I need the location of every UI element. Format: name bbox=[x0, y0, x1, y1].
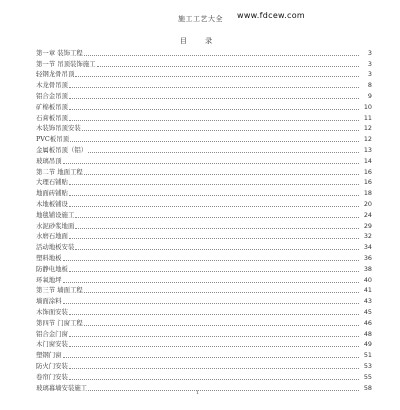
toc-entry-title: 塑钢门窗 bbox=[36, 351, 62, 360]
toc-entry-page: 46 bbox=[363, 318, 372, 327]
toc-entry-title: 木饰面安装 bbox=[36, 307, 68, 316]
toc-entry-title: 金属板吊顶（铝） bbox=[36, 145, 88, 154]
toc-entry[interactable] bbox=[36, 294, 372, 305]
toc-entry-page: 8 bbox=[367, 81, 372, 90]
toc-leader-dots bbox=[63, 303, 359, 304]
toc-leader-dots bbox=[82, 130, 359, 131]
toc-entry-page: 3 bbox=[367, 70, 372, 79]
toc-entry-page: 49 bbox=[363, 340, 372, 349]
toc-entry-page: 43 bbox=[363, 297, 372, 306]
page-number: 1 bbox=[196, 390, 200, 396]
toc-leader-dots bbox=[69, 379, 359, 380]
toc-entry-page: 36 bbox=[363, 253, 372, 262]
toc-entry-title: 活动地板安装 bbox=[36, 243, 75, 252]
toc-entry-page: 16 bbox=[363, 178, 372, 187]
toc-entry[interactable] bbox=[36, 143, 372, 154]
toc-entry[interactable] bbox=[36, 122, 372, 133]
toc-entry-title: 卷帘门安装 bbox=[36, 372, 68, 381]
toc-entry-title: 墙面涂料 bbox=[36, 297, 62, 306]
toc-entry-page: 16 bbox=[363, 167, 372, 176]
toc-leader-dots bbox=[75, 217, 359, 218]
toc-entry-page: 53 bbox=[363, 361, 372, 370]
toc-entry-title: 第一节 吊顶装饰施工 bbox=[36, 59, 96, 68]
toc-leader-dots bbox=[69, 206, 359, 207]
toc-entry[interactable] bbox=[36, 57, 372, 68]
toc-entry-title: 防静电地板 bbox=[36, 264, 68, 273]
toc-leader-dots bbox=[63, 260, 359, 261]
toc-entry[interactable] bbox=[36, 132, 372, 143]
toc-entry-title: 木装饰吊顶安装 bbox=[36, 124, 81, 133]
toc-entry[interactable] bbox=[36, 251, 372, 262]
toc-entry-title: 第一章 装饰工程 bbox=[36, 48, 83, 57]
toc-entry[interactable] bbox=[36, 327, 372, 338]
toc-leader-dots bbox=[69, 314, 359, 315]
toc-entry-title: 玻璃幕墙安装施工 bbox=[36, 383, 88, 392]
toc-entry-page: 20 bbox=[363, 199, 372, 208]
toc-leader-dots bbox=[63, 282, 359, 283]
toc-entry[interactable] bbox=[36, 262, 372, 273]
toc-leader-dots bbox=[69, 271, 359, 272]
toc-leader-dots bbox=[88, 152, 359, 153]
toc-entry[interactable] bbox=[36, 100, 372, 111]
toc-entry-page: 55 bbox=[363, 372, 372, 381]
toc-entry[interactable] bbox=[36, 273, 372, 284]
toc-entry[interactable] bbox=[36, 359, 372, 370]
toc-entry-title: 第四节 门窗工程 bbox=[36, 318, 83, 327]
document-title: 施工工艺大全 bbox=[178, 15, 223, 23]
toc-entry-title: 矿棉板吊顶 bbox=[36, 102, 68, 111]
toc-entry[interactable] bbox=[36, 381, 372, 392]
toc-leader-dots bbox=[84, 325, 359, 326]
toc-leader-dots bbox=[70, 141, 359, 142]
toc-entry-title: 大理石铺贴 bbox=[36, 178, 68, 187]
toc-entry-page: 38 bbox=[363, 264, 372, 273]
toc-entry[interactable] bbox=[36, 219, 372, 230]
toc-leader-dots bbox=[88, 390, 359, 391]
toc-entry-title: 水磨石地面 bbox=[36, 232, 68, 241]
toc-leader-dots bbox=[69, 238, 359, 239]
toc-entry[interactable] bbox=[36, 111, 372, 122]
toc-entry-page: 11 bbox=[363, 113, 372, 122]
toc-entry-title: 铝合金门窗 bbox=[36, 329, 68, 338]
toc-leader-dots bbox=[69, 346, 359, 347]
toc-entry[interactable] bbox=[36, 305, 372, 316]
toc-entry-title: 第三节 墙面工程 bbox=[36, 286, 83, 295]
table-of-contents bbox=[36, 46, 372, 392]
toc-leader-dots bbox=[75, 228, 359, 229]
toc-entry[interactable] bbox=[36, 338, 372, 349]
toc-entry-page: 24 bbox=[363, 210, 372, 219]
toc-entry[interactable] bbox=[36, 197, 372, 208]
toc-entry[interactable] bbox=[36, 154, 372, 165]
toc-leader-dots bbox=[69, 195, 359, 196]
toc-entry-title: 木门窗安装 bbox=[36, 340, 68, 349]
toc-leader-dots bbox=[69, 98, 359, 99]
toc-entry[interactable] bbox=[36, 165, 372, 176]
website-url: www.fdcew.com bbox=[237, 11, 305, 20]
toc-heading: 目 录 bbox=[179, 37, 221, 45]
toc-leader-dots bbox=[69, 109, 359, 110]
toc-entry-page: 14 bbox=[363, 156, 372, 165]
toc-entry-page: 12 bbox=[363, 124, 372, 133]
toc-entry-title: 塑料地板 bbox=[36, 253, 62, 262]
toc-entry-page: 3 bbox=[367, 59, 372, 68]
toc-entry-title: 铝合金吊顶 bbox=[36, 91, 68, 100]
toc-leader-dots bbox=[63, 163, 359, 164]
toc-entry[interactable] bbox=[36, 284, 372, 295]
toc-leader-dots bbox=[69, 87, 359, 88]
toc-entry-page: 51 bbox=[363, 351, 372, 360]
toc-entry-title: 防火门安装 bbox=[36, 361, 68, 370]
toc-entry-page: 10 bbox=[363, 102, 372, 111]
toc-entry[interactable] bbox=[36, 176, 372, 187]
toc-entry-title: 环氧地坪 bbox=[36, 275, 62, 284]
toc-leader-dots bbox=[84, 55, 359, 56]
toc-entry-page: 41 bbox=[363, 286, 372, 295]
toc-entry-page: 45 bbox=[363, 307, 372, 316]
toc-entry-title: PVC板吊顶 bbox=[36, 135, 69, 144]
toc-leader-dots bbox=[69, 336, 359, 337]
toc-leader-dots bbox=[75, 76, 359, 77]
toc-entry-title: 地毯铺设施工 bbox=[36, 210, 75, 219]
toc-entry[interactable] bbox=[36, 208, 372, 219]
toc-entry-title: 轻钢龙骨吊顶 bbox=[36, 70, 75, 79]
toc-entry[interactable] bbox=[36, 68, 372, 79]
toc-leader-dots bbox=[63, 357, 359, 358]
toc-entry[interactable] bbox=[36, 348, 372, 359]
toc-entry[interactable] bbox=[36, 316, 372, 327]
toc-entry-page: 12 bbox=[363, 135, 372, 144]
toc-entry[interactable] bbox=[36, 78, 372, 89]
toc-leader-dots bbox=[75, 249, 359, 250]
toc-leader-dots bbox=[97, 66, 359, 67]
toc-leader-dots bbox=[69, 184, 359, 185]
toc-entry[interactable] bbox=[36, 240, 372, 251]
toc-entry-page: 58 bbox=[363, 383, 372, 392]
toc-entry-title: 木龙骨吊顶 bbox=[36, 81, 68, 90]
toc-entry-page: 18 bbox=[363, 189, 372, 198]
toc-entry-title: 第二节 地面工程 bbox=[36, 167, 83, 176]
toc-entry-title: 水泥砂浆地面 bbox=[36, 221, 75, 230]
toc-entry[interactable] bbox=[36, 230, 372, 241]
toc-entry-title: 玻璃吊顶 bbox=[36, 156, 62, 165]
toc-entry[interactable] bbox=[36, 89, 372, 100]
toc-entry-title: 木地板铺设 bbox=[36, 199, 68, 208]
toc-entry-title: 地面砖铺贴 bbox=[36, 189, 68, 198]
toc-entry-title: 石膏板吊顶 bbox=[36, 113, 68, 122]
toc-leader-dots bbox=[69, 120, 359, 121]
toc-entry-page: 13 bbox=[363, 145, 372, 154]
toc-entry-page: 34 bbox=[363, 243, 372, 252]
toc-entry-page: 32 bbox=[363, 232, 372, 241]
toc-entry-page: 3 bbox=[367, 48, 372, 57]
toc-leader-dots bbox=[84, 174, 359, 175]
toc-entry-page: 48 bbox=[363, 329, 372, 338]
toc-entry-page: 9 bbox=[367, 91, 372, 100]
toc-leader-dots bbox=[84, 292, 359, 293]
toc-entry-page: 40 bbox=[363, 275, 372, 284]
toc-entry[interactable] bbox=[36, 46, 372, 57]
toc-entry-page: 29 bbox=[363, 221, 372, 230]
toc-entry[interactable] bbox=[36, 186, 372, 197]
toc-entry[interactable] bbox=[36, 370, 372, 381]
toc-leader-dots bbox=[69, 368, 359, 369]
